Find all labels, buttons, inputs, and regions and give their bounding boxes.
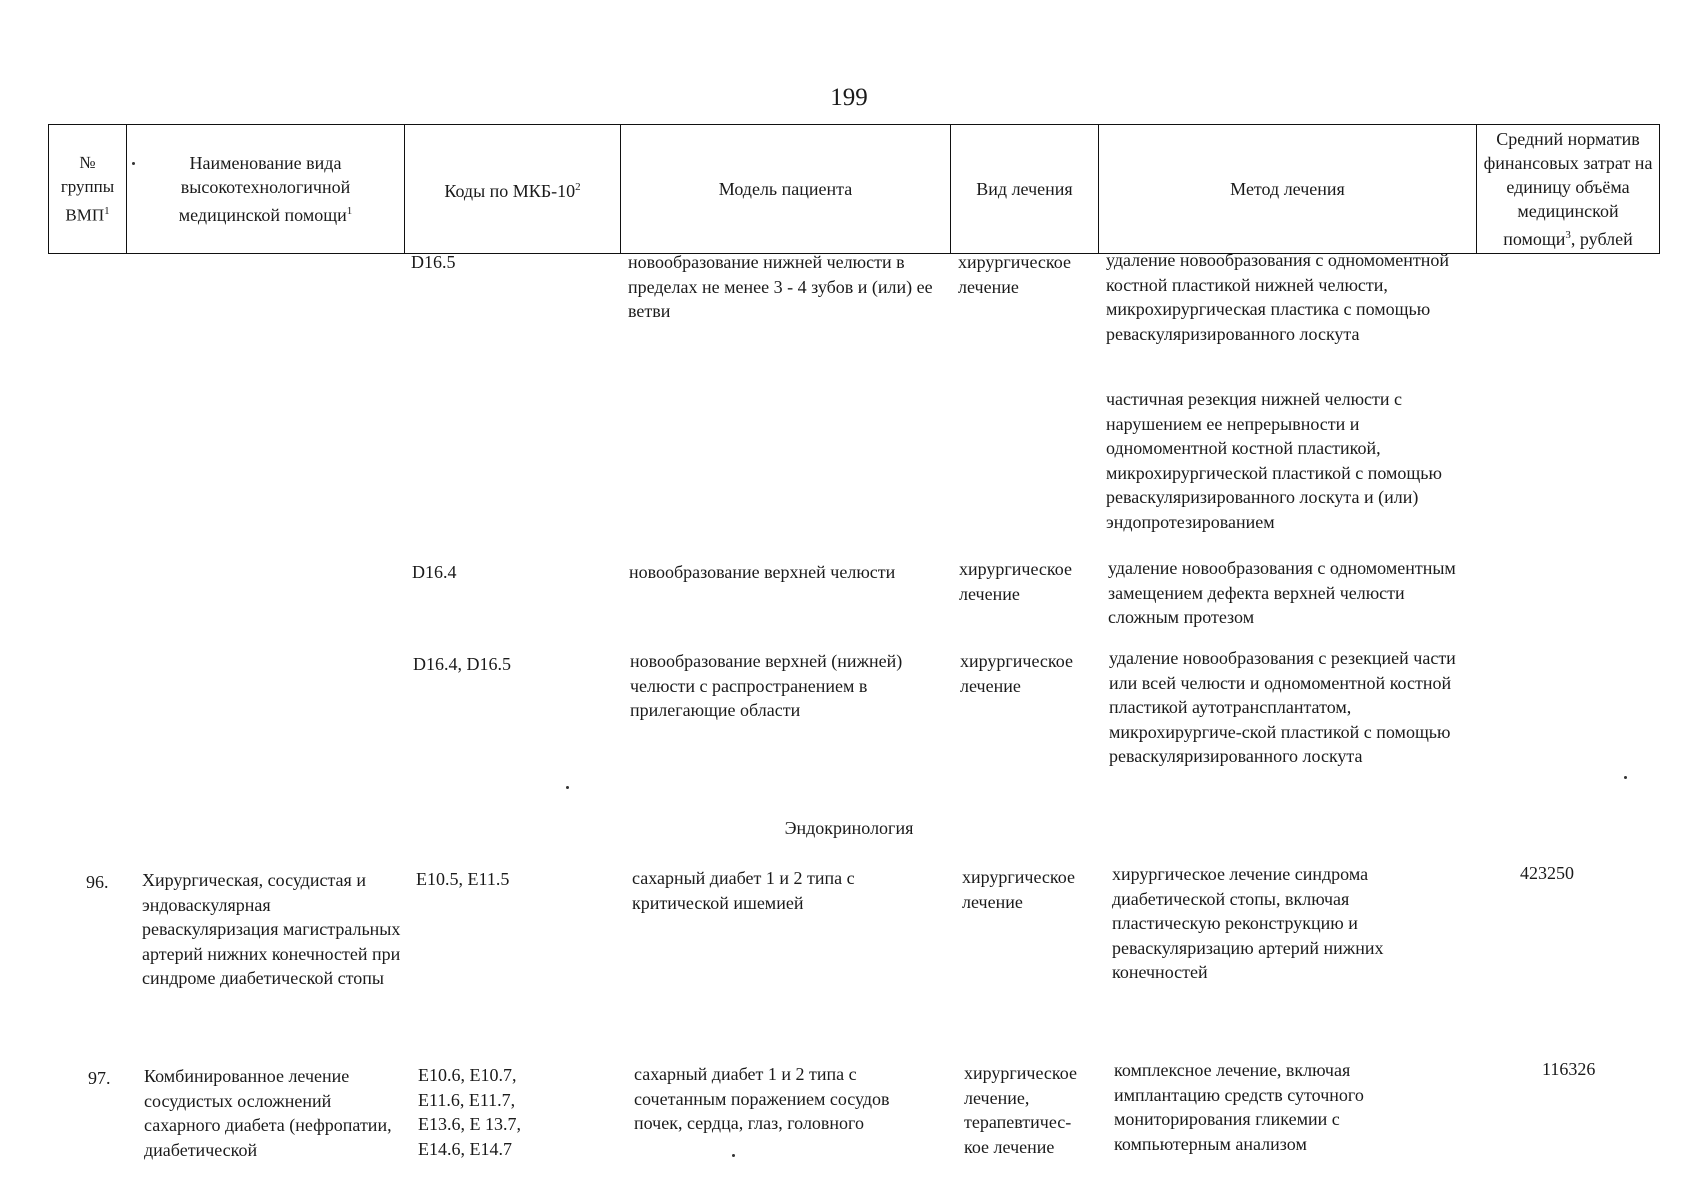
entry-treatment-method: комплексное лечение, включая имплантацию средств суточного мониторирования гликемии с компьютерным анализом — [1114, 1060, 1364, 1154]
scan-speck — [132, 162, 135, 165]
header-treatment-type: Вид лечения — [951, 125, 1099, 253]
entry-patient-model: сахарный диабет 1 и 2 типа с критической ишемией — [632, 868, 855, 913]
row-treatment-method: удаление новообразования с резекцией части или всей челюсти и одномоментной костной пластикой аутотрансплантатом, микрохирургиче-ской пластикой с помощью реваскуляризированного лоскута — [1109, 648, 1456, 766]
row-treatment-type: хирургическое лечение — [960, 651, 1073, 696]
entry-number: 96. — [86, 872, 109, 892]
row-treatment-method: удаление новообразования с одномоментным замещением дефекта верхней челюсти сложным протезом — [1108, 558, 1456, 627]
row-codes: D16.5 — [411, 252, 456, 272]
row-treatment-type: хирургическое лечение — [959, 559, 1072, 604]
entry-name: Комбинированное лечение сосудистых осложнений сахарного диабета (нефропатии, диабетической — [144, 1066, 392, 1160]
scan-speck — [1624, 776, 1627, 779]
row-treatment-type: хирургическое лечение — [958, 252, 1071, 297]
entry-patient-model: сахарный диабет 1 и 2 типа с сочетанным поражением сосудов почек, сердца, глаз, головного — [634, 1064, 890, 1133]
row-patient-model: новообразование верхней (нижней) челюсти с распространением в прилегающие области — [630, 651, 903, 720]
table-header — [48, 124, 1660, 254]
row-codes: D16.4 — [412, 562, 457, 582]
header-group-number: № группы ВМП$^1$ — [49, 125, 127, 253]
header-codes: Коды по МКБ-$10^2$ — [405, 125, 621, 253]
entry-cost: 423250 — [1520, 863, 1574, 883]
header-name: Наименование вида высокотехнологичной медицинской помощи$^1$ — [127, 125, 405, 253]
page-number: 199 — [830, 84, 868, 111]
entry-number: 97. — [88, 1068, 111, 1088]
header-treatment-method: Метод лечения — [1099, 125, 1477, 253]
header-cost: Средний норматив финансовых затрат на единицу объёма медицинской помощи$^3$, рублей — [1483, 129, 1653, 249]
row-treatment-method: удаление новообразования с одномоментной костной пластикой нижней челюсти, микрохирургическая пластика с помощью реваскуляризированного лоскута — [1106, 250, 1449, 344]
row-codes: D16.4, D16.5 — [413, 654, 511, 674]
row-treatment-method: частичная резекция нижней челюсти с нарушением ее непрерывности и одномоментной костной пластикой, микрохирургической пластикой с помощью реваскуляризированного лоскута и (или) эндопротезированием — [1106, 389, 1442, 532]
entry-treatment-method: хирургическое лечение синдрома диабетической стопы, включая пластическую реконструкцию и реваскуляризацию артерий нижних конечностей — [1112, 864, 1384, 982]
entry-name: Хирургическая, сосудистая и эндоваскулярная реваскуляризация магистральных артерий нижних конечностей при синдроме диабетической стопы — [142, 870, 401, 988]
header-patient-model: Модель пациента — [621, 125, 951, 253]
scan-speck — [732, 1154, 735, 1157]
entry-cost: 116326 — [1542, 1059, 1596, 1079]
entry-codes: E10.5, E11.5 — [416, 869, 510, 889]
scan-speck — [566, 786, 569, 789]
section-title: Эндокринология — [784, 818, 914, 838]
entry-treatment-type: хирургическое лечение, терапевтичес-кое лечение — [964, 1063, 1077, 1157]
row-patient-model: новообразование нижней челюсти в пределах не менее 3 - 4 зубов и (или) ее ветви — [628, 252, 933, 321]
entry-codes: E10.6, E10.7, E11.6, E11.7, E13.6, E 13.7, E14.6, E14.7 — [418, 1065, 521, 1159]
row-patient-model: новообразование верхней челюсти — [629, 562, 896, 582]
entry-treatment-type: хирургическое лечение — [962, 867, 1075, 912]
